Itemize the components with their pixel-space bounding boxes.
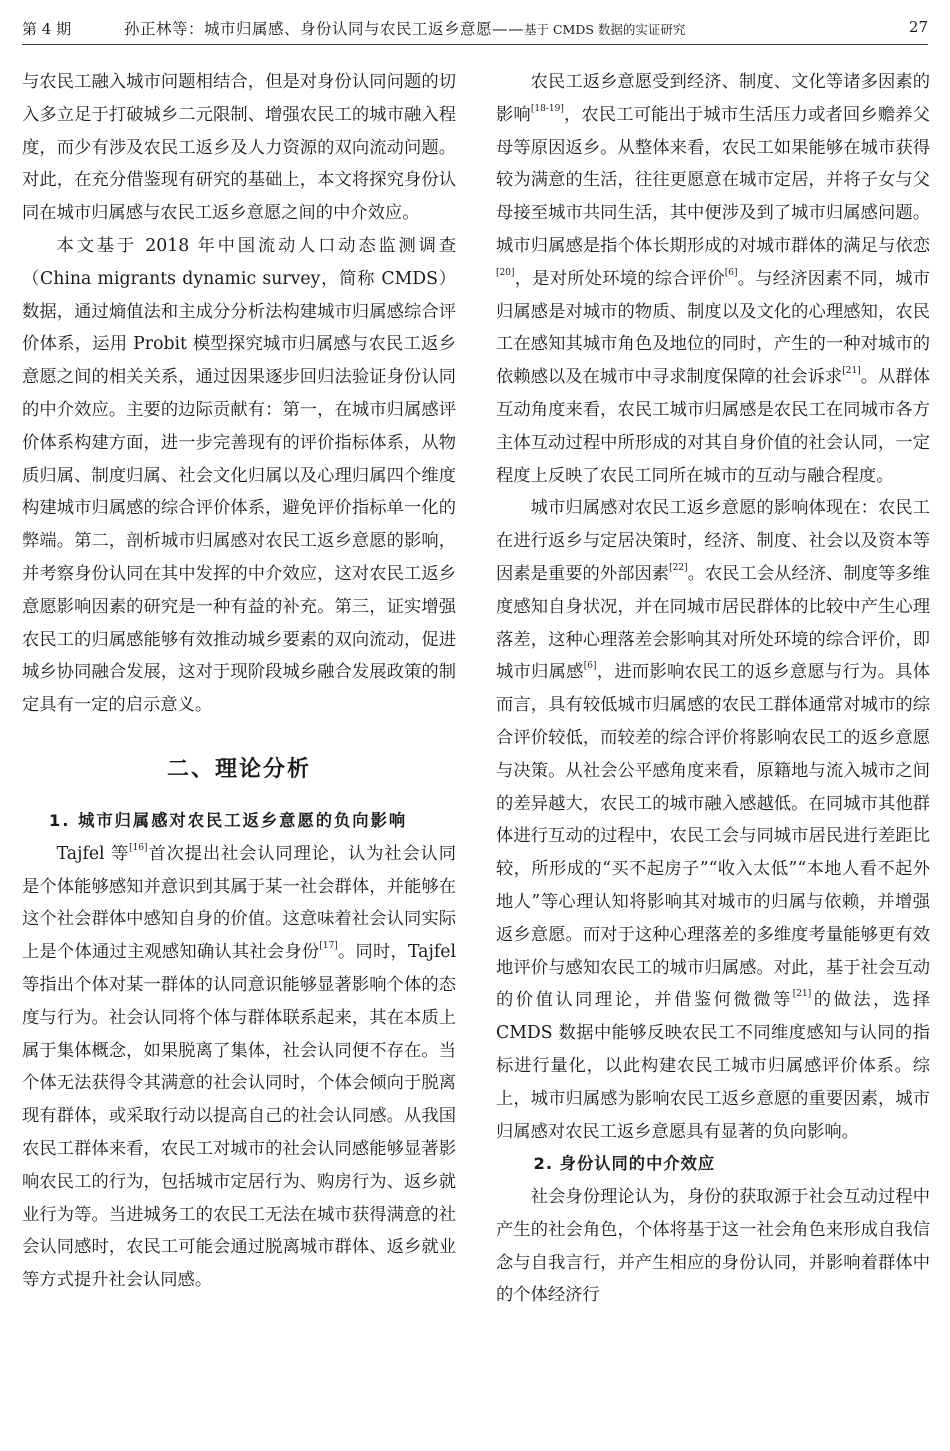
paragraph-contributions: 本文基于 2018 年中国流动人口动态监测调查（China migrants dynamic survey，简称 CMDS）数据，通过熵值法和主成分分析法构建城市归属感综合评价体系，运用 Probit 模型探究城市归属感与农民工返乡意愿之间的相关关系，通过因果逐步回归法验证身份认同的中介效应。主要的边际贡献有：第一，在城市归属感评价体系构建方面，进一步完善现有的评价指标体系，从物质归属、制度归属、社会文化归属以及心理归属四个维度构建城市归属感的综合评价体系，避免评价指标单一化的弊端。第二，剖析城市归属感对农民工返乡意愿的影响，并考察身份认同在其中发挥的中介效应，这对农民工返乡意愿影响因素的研究是一种有益的补充。第三，证实增强农民工的归属感能够有效推动城乡要素的双向流动，促进城乡协同融合发展，这对于现阶段城乡融合发展政策的制定具有一定的启示意义。 xyxy=(22,235,456,716)
citation: [17] xyxy=(319,941,338,952)
right-column xyxy=(496,66,930,1312)
text-run: 城市归属感对农民工返乡意愿的影响体现在：农民工在进行返乡与定居决策时，经济、制度、社会以及资本等因素是重要的外部因素 xyxy=(496,498,930,584)
running-title-dash: —— xyxy=(492,20,525,38)
text-run: 。农民工会从经济、制度等多维度感知自身状况，并在同城市居民群体的比较中产生心理落差，这种心理落差会影响其对所处环境的综合评价，即城市归属感 xyxy=(496,563,930,683)
section-title: 二、理论分析 xyxy=(166,756,311,782)
text-run: 。从群体互动角度来看，农民工城市归属感是农民工在同城市各方主体互动过程中所形成的对其自身价值的社会认同，一定程度上反映了农民工同所在城市的互动与融合程度。 xyxy=(496,367,930,486)
text-run: 农民工返乡意愿受到经济、制度、文化等诸多因素的影响 xyxy=(496,72,930,125)
text-run: 。与经济因素不同，城市归属感是对城市的物质、制度以及文化的心理感知，农民工在感知其城市角色及地位的同时，产生的一种对城市的依赖感以及在城市中寻求制度保障的社会诉求 xyxy=(496,268,930,388)
running-title xyxy=(124,17,685,39)
running-title-sub: 基于 CMDS 数据的实证研究 xyxy=(524,22,686,37)
citation: [16] xyxy=(129,842,148,853)
citation: [20] xyxy=(496,267,515,278)
text-run: 。同时，Tajfel 等指出个体对某一群体的认同意识能够显著影响个体的态度与行为。社会认同将个体与群体联系起来，其在本质上属于集体概念，如果脱离了集体，社会认同便不存在。当个体无法获得令其满意的社会认同时，个体会倾向于脱离现有群体，或采取行动以提高自己的社会认同感。从我国农民工群体来看，农民工对城市的社会认同感能够显著影响农民工的行为，包括城市定居行为、购房行为、返乡就业行为等。当进城务工的农民工无法在城市获得满意的社会认同感时，农民工可能会通过脱离城市群体、返乡就业等方式提升社会认同感。 xyxy=(22,942,456,1291)
issue-number: 第 4 期 xyxy=(22,20,72,38)
citation: [22] xyxy=(669,562,688,573)
subsection-heading-2: 2. 身份认同的中介效应 xyxy=(533,1154,716,1174)
running-title-main: 孙正林等：城市归属感、身份认同与农民工返乡意愿 xyxy=(124,20,493,38)
citation: [18-19] xyxy=(530,103,564,114)
text-run: ，农民工可能出于城市生活压力或者回乡赡养父母等原因返乡。从整体来看，农民工如果能够在城市获得较为满意的生活，往往更愿意在城市定居，并将子女与父母接至城市共同生活，其中便涉及到了城市归属感问题。城市归属感是指个体长期形成的对城市群体的满足与依恋 xyxy=(496,104,930,256)
text-run: 的做法，选择 CMDS 数据中能够反映农民工不同维度感知与认同的指标进行量化，以此构建农民工城市归属感评价体系。综上，城市归属感为影响农民工返乡意愿的重要因素，城市归属感对农民工返乡意愿具有显著的负向影响。 xyxy=(496,990,930,1142)
page-number: 27 xyxy=(908,18,928,36)
paragraph-identity-theory: 社会身份理论认为，身份的获取源于社会互动过程中产生的社会角色，个体将基于这一社会角色来形成自我信念与自我言行，并产生相应的身份认同，并影响着群体中的个体经济行 xyxy=(496,1187,930,1306)
citation: [6] xyxy=(724,267,738,278)
text-run: ，是对所处环境的综合评价 xyxy=(514,268,725,289)
paragraph-social-identity xyxy=(22,838,456,1297)
left-column xyxy=(22,66,456,1297)
citation: [21] xyxy=(842,366,861,377)
running-header xyxy=(22,0,928,44)
header-rule xyxy=(22,44,928,45)
citation: [21] xyxy=(792,989,812,1000)
citation: [6] xyxy=(583,661,597,672)
text-run: 首次提出社会认同理论，认为社会认同是个体能够感知并意识到其属于某一社会群体，并能够在这个社会群体中感知自身的价值。这意味着社会认同实际上是个体通过主观感知确认其社会身份 xyxy=(22,843,456,963)
paragraph-belonging-effect xyxy=(496,492,930,1148)
text-run: Tajfel 等 xyxy=(56,843,130,864)
paragraph-return-factors xyxy=(496,66,930,492)
subsection-heading-1: 1. 城市归属感对农民工返乡意愿的负向影响 xyxy=(48,810,408,830)
paragraph-continuation: 与农民工融入城市问题相结合，但是对身份认同问题的切入多立足于打破城乡二元限制、增强农民工的城市融入程度，而少有涉及农民工返乡及人力资源的双向流动问题。对此，在充分借鉴现有研究的基础上，本文将探究身份认同在城市归属感与农民工返乡意愿之间的中介效应。 xyxy=(22,72,456,224)
text-run: ，进而影响农民工的返乡意愿与行为。具体而言，具有较低城市归属感的农民工群体通常对城市的综合评价较低，而较差的综合评价将影响农民工的返乡意愿与决策。从社会公平感角度来看，原籍地与流入城市之间的差异越大，农民工的城市融入感越低。在同城市其他群体进行互动的过程中，农民工会与同城市居民进行差距比较，所形成的“买不起房子”“收入太低”“本地人看不起外地人”等心理认知将影响其对城市的归属与依赖，并增强返乡意愿。而对于这种心理落差的多维度考量能够更有效地评价与感知农民工的城市归属感。对此，基于社会互动的价值认同理论，并借鉴何微微等 xyxy=(496,662,930,1011)
